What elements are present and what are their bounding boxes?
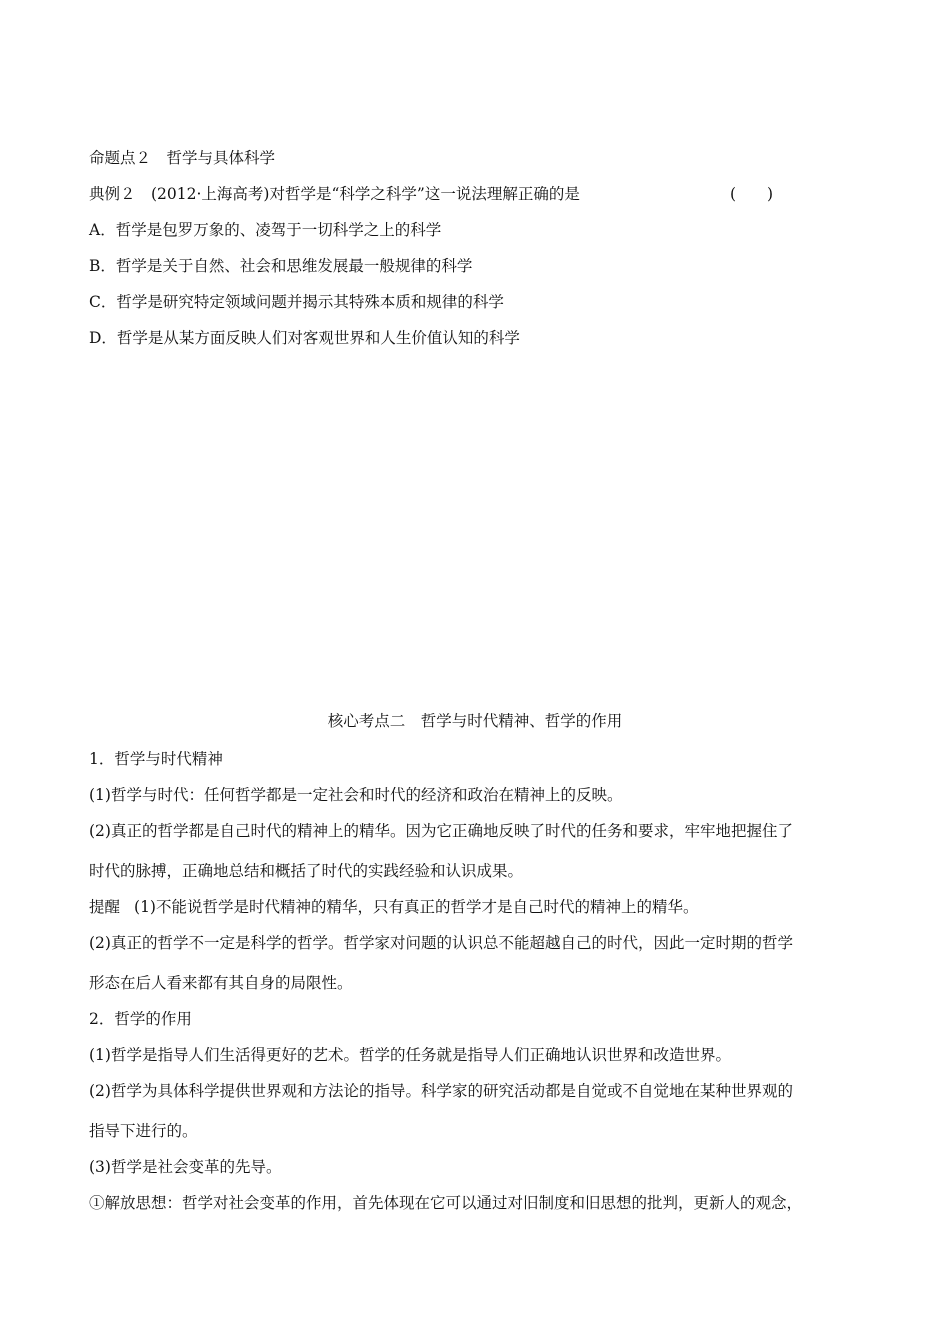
option-a: A．哲学是包罗万象的、凌驾于一切科学之上的科学 [89, 221, 442, 239]
paragraph-1-1: (1)哲学与时代：任何哲学都是一定社会和时代的经济和政治在精神上的反映。 [89, 786, 623, 804]
paragraph-1-2b: 时代的脉搏，正确地总结和概括了时代的实践经验和认识成果。 [89, 862, 524, 880]
paragraph-2-2a: (2)哲学为具体科学提供世界观和方法论的指导。科学家的研究活动都是自觉或不自觉地在某种世界观的 [89, 1082, 793, 1100]
paragraph-2-2b: 指导下进行的。 [89, 1122, 198, 1140]
paragraph-2-3-1: ①解放思想：哲学对社会变革的作用，首先体现在它可以通过对旧制度和旧思想的批判，更新人的观念， [89, 1194, 803, 1212]
option-d: D．哲学是从某方面反映人们对客观世界和人生价值认知的科学 [89, 329, 520, 347]
paragraph-2-3: (3)哲学是社会变革的先导。 [89, 1158, 282, 1176]
reminder-text-1: (1)不能说哲学是时代精神的精华，只有真正的哲学才是自己时代的精神上的精华。 [134, 898, 699, 916]
section-heading-proposition-2: 命题点２ 哲学与具体科学 [89, 149, 276, 167]
reminder-line-2b: 形态在后人看来都有其自身的局限性。 [89, 974, 353, 992]
subheading-role-of-philosophy: 2．哲学的作用 [89, 1010, 192, 1028]
paragraph-1-2a: (2)真正的哲学都是自己时代的精神上的精华。因为它正确地反映了时代的任务和要求，牢牢地把握住了 [89, 822, 793, 840]
subheading-philosophy-and-era: 1．哲学与时代精神 [89, 750, 223, 768]
reminder-label: 提醒 [89, 898, 121, 916]
example-question: 典例２ (2012·上海高考)对哲学是“科学之科学”这一说法理解正确的是 [89, 185, 580, 203]
paragraph-2-1: (1)哲学是指导人们生活得更好的艺术。哲学的任务就是指导人们正确地认识世界和改造世界。 [89, 1046, 731, 1064]
reminder-line-2a: (2)真正的哲学不一定是科学的哲学。哲学家对问题的认识总不能超越自己的时代，因此一定时期的哲学 [89, 934, 793, 952]
option-c: C．哲学是研究特定领域问题并揭示其特殊本质和规律的科学 [89, 293, 504, 311]
option-b: B．哲学是关于自然、社会和思维发展最一般规律的科学 [89, 257, 473, 275]
reminder-line-1 [89, 897, 698, 917]
core-topic-title: 核心考点二 哲学与时代精神、哲学的作用 [327, 712, 623, 730]
answer-blank: ( ) [730, 185, 774, 203]
